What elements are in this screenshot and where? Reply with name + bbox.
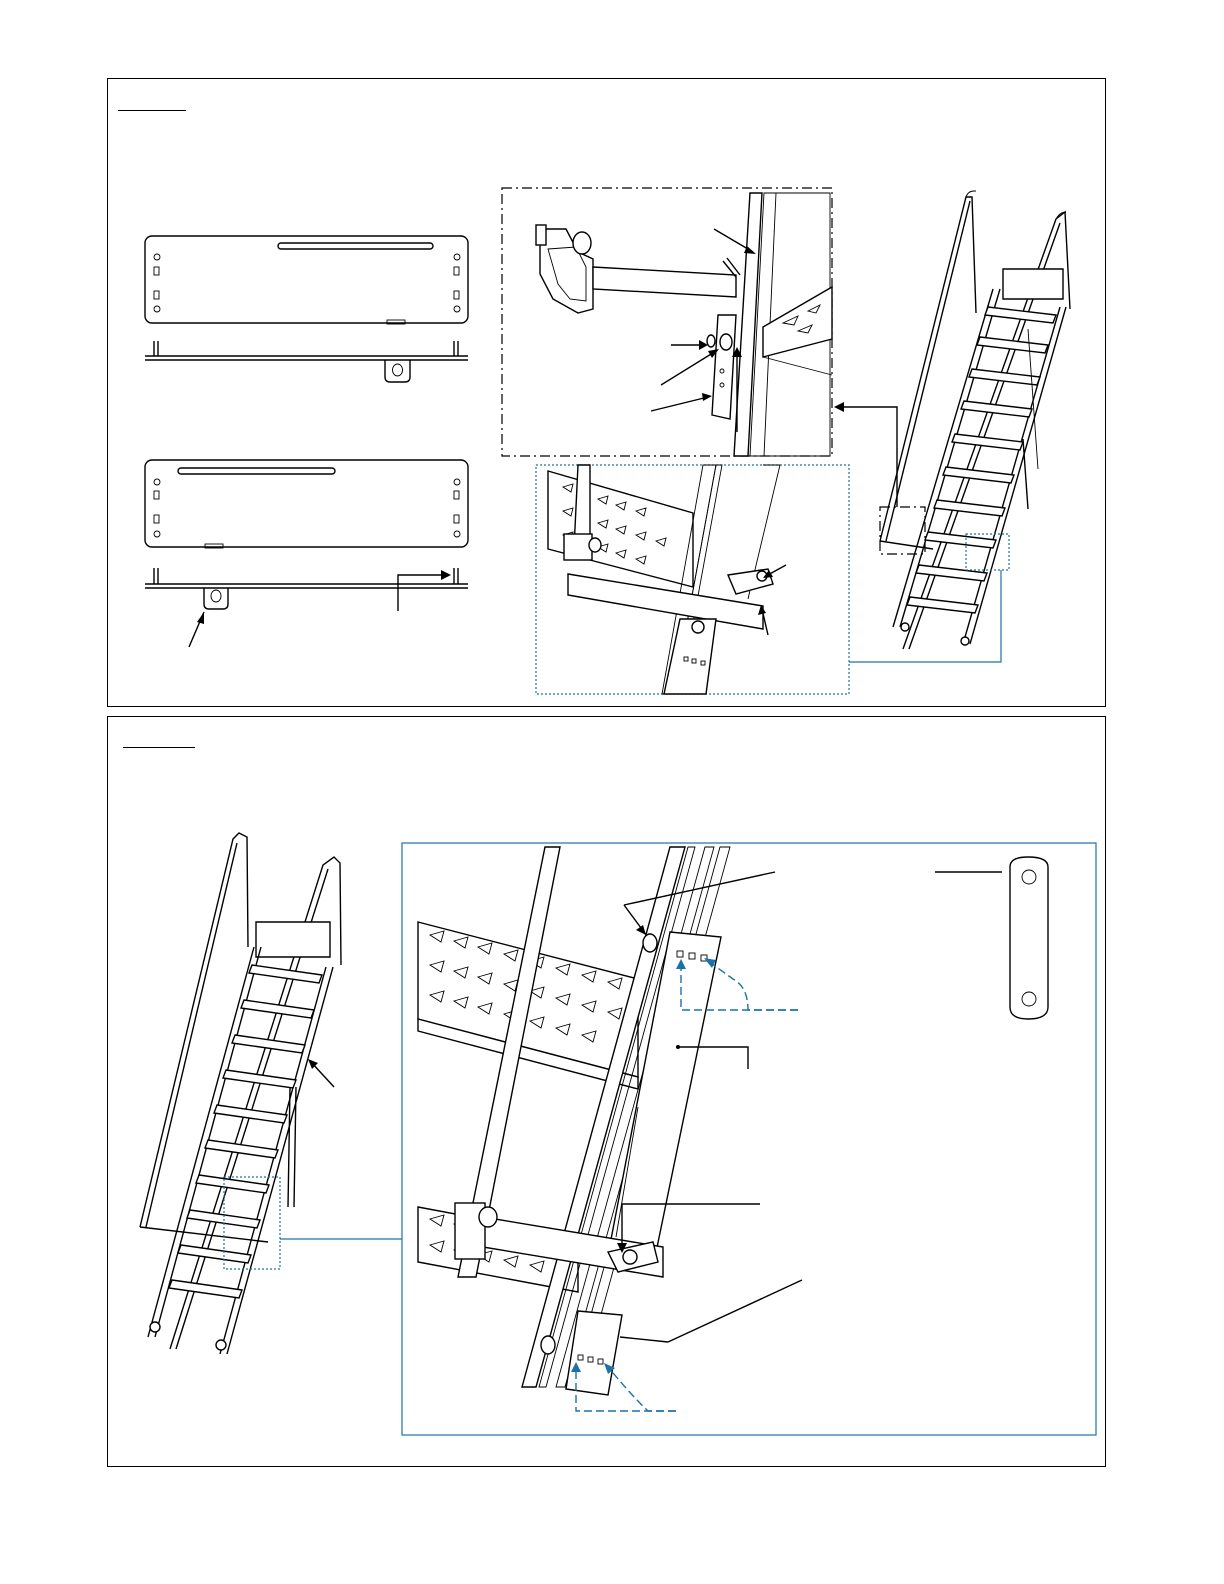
leader-to-detail-1 (842, 407, 897, 507)
leader-arrowhead-1 (834, 402, 844, 412)
detail-step-assembly (548, 465, 780, 694)
detail-large-assembly (418, 847, 730, 1395)
step-panel-bottom (107, 716, 1106, 1467)
staircase-isometric-bottom (140, 833, 341, 1354)
detail-view-frame-3 (402, 843, 1096, 1435)
callout-arrow-tab (189, 612, 204, 647)
staircase-isometric-top (880, 191, 1070, 649)
top-panel-drawing (108, 79, 1107, 708)
mounting-plate-top-view-flipped (145, 460, 468, 548)
mounting-plate-side-view-flipped (145, 568, 468, 609)
callout-arrow-bracket (398, 570, 451, 611)
staircase-callout-arrow (308, 1059, 334, 1087)
mounting-plate-top-view (145, 236, 468, 324)
bottom-panel-drawing (108, 717, 1107, 1468)
mounting-plate-side-view (145, 341, 468, 382)
detail-bracket-assembly (536, 193, 832, 456)
link-plate-part (1010, 857, 1048, 1019)
step-panel-top (107, 78, 1106, 707)
